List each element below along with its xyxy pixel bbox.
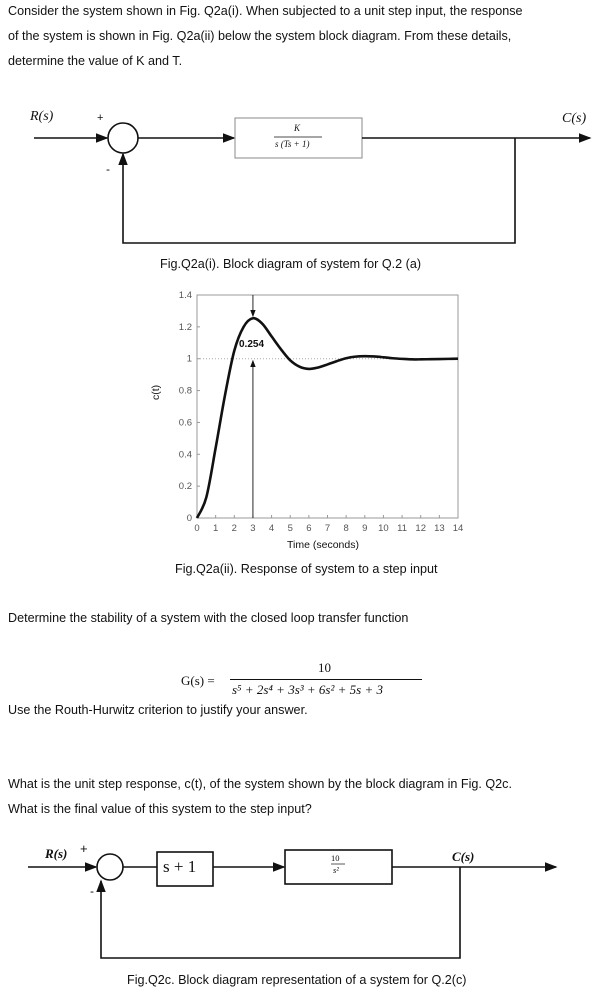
x-tick-label: 14 bbox=[452, 523, 464, 534]
x-tick-label: 9 bbox=[362, 523, 368, 534]
minus-sign: - bbox=[106, 162, 110, 176]
x-tick-label: 3 bbox=[250, 523, 256, 534]
y-tick-label: 0.4 bbox=[178, 449, 192, 461]
x-axis-label: Time (seconds) bbox=[287, 539, 359, 551]
equation-lhs: G(s) = bbox=[181, 673, 215, 688]
plot-frame bbox=[197, 295, 458, 518]
block2-denominator: s² bbox=[333, 865, 339, 875]
plus-sign: + bbox=[97, 112, 104, 124]
input-label-2: R(s) bbox=[45, 846, 68, 861]
equation-fraction-bar bbox=[230, 679, 422, 680]
y-tick-label: 0.2 bbox=[178, 481, 192, 493]
output-label-2: C(s) bbox=[452, 849, 475, 864]
figure-caption: Fig.Q2a(ii). Response of system to a step input bbox=[175, 562, 438, 576]
x-tick-label: 11 bbox=[397, 523, 408, 534]
y-tick-label: 1.2 bbox=[178, 321, 192, 333]
question-text-line: What is the final value of this system to the step input? bbox=[8, 802, 312, 816]
overshoot-annotation: 0.254 bbox=[239, 339, 265, 350]
y-tick-label: 0 bbox=[186, 513, 192, 524]
x-tick-label: 10 bbox=[378, 523, 389, 534]
block2-numerator: 10 bbox=[331, 853, 340, 863]
y-tick-label: 1 bbox=[186, 353, 192, 365]
x-tick-label: 4 bbox=[268, 523, 275, 534]
question-text-line: determine the value of K and T. bbox=[8, 54, 183, 68]
block1-label: s + 1 bbox=[163, 857, 197, 876]
y-tick-label: 1.4 bbox=[178, 290, 192, 301]
y-tick-label: 0.8 bbox=[178, 385, 192, 397]
x-tick-label: 12 bbox=[415, 523, 427, 534]
block-numerator: K bbox=[294, 123, 301, 133]
output-label: C(s) bbox=[562, 111, 587, 126]
input-label: R(s) bbox=[30, 109, 54, 124]
figure-caption: Fig.Q2a(i). Block diagram of system for Q.2 (a) bbox=[160, 257, 422, 271]
block-denominator: s (Ts + 1) bbox=[275, 139, 310, 149]
question-text-line: Consider the system shown in Fig. Q2a(i). When subjected to a unit step input, the response bbox=[8, 4, 523, 18]
question-text-line: What is the unit step response, c(t), of the system shown by the block diagram in Fig. Q2c. bbox=[8, 777, 512, 791]
x-tick-label: 1 bbox=[212, 523, 219, 534]
minus-sign-2: - bbox=[90, 884, 94, 898]
equation-denominator: s⁵ + 2s⁴ + 3s³ + 6s² + 5s + 3 bbox=[232, 682, 383, 697]
x-tick-label: 13 bbox=[434, 523, 445, 534]
plus-sign-2: + bbox=[80, 841, 88, 856]
x-tick-label: 0 bbox=[194, 523, 200, 534]
x-tick-label: 2 bbox=[231, 523, 237, 534]
question-text: Use the Routh-Hurwitz criterion to justify your answer. bbox=[8, 703, 308, 717]
x-tick-label: 8 bbox=[343, 523, 349, 534]
response-curve bbox=[197, 318, 458, 518]
figure-caption: Fig.Q2c. Block diagram representation of a system for Q.2(c) bbox=[127, 973, 467, 987]
x-tick-label: 7 bbox=[324, 523, 331, 534]
x-tick-label: 6 bbox=[306, 523, 312, 534]
equation-numerator: 10 bbox=[318, 660, 331, 675]
question-text: Determine the stability of a system with the closed loop transfer function bbox=[8, 611, 409, 625]
y-axis-label: c(t) bbox=[150, 384, 162, 400]
y-tick-label: 0.6 bbox=[178, 417, 192, 429]
question-text-line: of the system is shown in Fig. Q2a(ii) below the system block diagram. From these details, bbox=[8, 29, 512, 43]
x-tick-label: 5 bbox=[287, 523, 293, 534]
